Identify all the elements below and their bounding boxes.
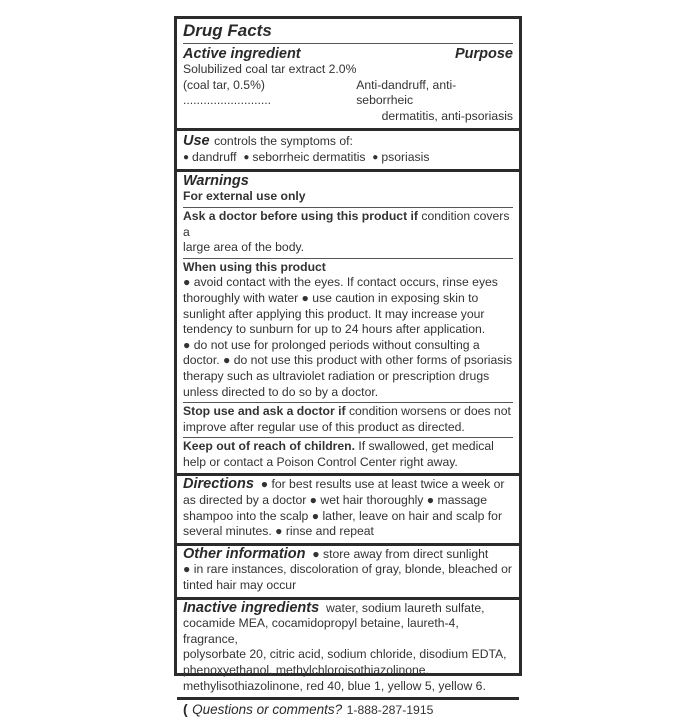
- stop-use-label: Stop use and ask a doctor if: [183, 404, 346, 419]
- warnings-heading: Warnings: [183, 173, 249, 190]
- inactive-ingredients-section: [177, 600, 519, 695]
- other-info-line: ● in rare instances, discoloration of gray, blonde, bleached or: [183, 562, 512, 577]
- keep-out-label: Keep out of reach of children.: [183, 439, 355, 454]
- inactive-ingredients-heading: Inactive ingredients: [183, 599, 320, 616]
- drug-facts-panel: [174, 16, 522, 718]
- use-item: seborrheic dermatitis: [252, 150, 366, 165]
- when-using-line: thoroughly with water ● use caution in exposing skin to: [183, 290, 479, 305]
- inactive-line: methylisothiazolinone, red 40, blue 1, yellow 5, yellow 6.: [183, 678, 486, 693]
- keep-out-block: [177, 438, 519, 470]
- stop-use-text: condition worsens or does not: [348, 404, 511, 419]
- when-using-block: [177, 259, 519, 400]
- drug-facts-title: Drug Facts: [183, 21, 272, 40]
- other-info-section: [177, 546, 519, 594]
- ask-doctor-block: [177, 208, 519, 256]
- use-item: psoriasis: [381, 150, 430, 165]
- other-info-line: ● store away from direct sunlight: [312, 546, 489, 561]
- phone-icon: (: [183, 701, 188, 718]
- directions-line: ● for best results use at least twice a week or: [260, 477, 505, 492]
- ingredient-line: Solubilized coal tar extract 2.0%: [183, 62, 357, 76]
- use-list: ● dandruff ● seborrheic dermatitis ● psoriasis: [183, 150, 430, 165]
- ask-doctor-text: condition covers a: [183, 208, 510, 239]
- when-using-heading: When using this product: [183, 259, 326, 274]
- keep-out-text: If swallowed, get medical: [358, 439, 494, 454]
- when-using-line: unless directed to do so by a doctor.: [183, 384, 379, 399]
- purpose-line-2: dermatitis, anti-psoriasis: [381, 108, 513, 123]
- ask-doctor-label: Ask a doctor before using this product if: [183, 208, 418, 223]
- other-info-heading: Other information: [183, 545, 306, 562]
- when-using-line: ● avoid contact with the eyes. If contact occurs, rinse eyes: [183, 275, 498, 290]
- when-using-line: doctor. ● do not use this product with other forms of psoriasis: [183, 353, 513, 368]
- use-intro: controls the symptoms of:: [214, 134, 353, 149]
- inactive-line: polysorbate 20, citric acid, sodium chloride, disodium EDTA,: [183, 647, 507, 662]
- when-using-line: sunlight after applying this product. It may increase your: [183, 306, 485, 321]
- questions-label: Questions or comments?: [192, 702, 343, 718]
- keep-out-text-2: help or contact a Poison Control Center right away.: [183, 454, 458, 469]
- questions-phone: 1-888-287-1915: [346, 703, 434, 718]
- active-ingredient-section: [177, 44, 519, 124]
- directions-line: as directed by a doctor ● wet hair thoroughly ● massage: [183, 493, 487, 508]
- when-using-line: tendency to sunburn for up to 24 hours after application.: [183, 322, 486, 337]
- inactive-line: phenoxyethanol, methylchloroisothiazolinone,: [183, 663, 429, 677]
- title-row: [177, 19, 519, 43]
- directions-line: shampoo into the scalp ● lather, leave on hair and scalp for: [183, 508, 503, 523]
- directions-line: several minutes. ● rinse and repeat: [183, 524, 374, 539]
- use-item: dandruff: [192, 150, 237, 165]
- stop-use-block: [177, 403, 519, 435]
- directions-section: [177, 476, 519, 539]
- use-heading: Use: [183, 133, 210, 150]
- ask-doctor-text-2: large area of the body.: [183, 240, 305, 255]
- purpose-line: Anti-dandruff, anti-seborrheic: [356, 77, 457, 108]
- active-ingredient-heading: Active ingredient: [183, 46, 301, 62]
- other-info-line: tinted hair may occur: [183, 578, 297, 593]
- when-using-line: therapy such as ultraviolet radiation or prescription drugs: [183, 368, 490, 383]
- warnings-section: [177, 172, 519, 205]
- stop-use-text-2: improve after regular use of this product as directed.: [183, 419, 465, 434]
- external-use-text: For external use only: [183, 189, 306, 204]
- directions-heading: Directions: [183, 476, 254, 493]
- when-using-line: ● do not use for prolonged periods without consulting a: [183, 337, 480, 352]
- ingredient-line-2: (coal tar, 0.5%) ..........................: [183, 77, 272, 108]
- inactive-line: cocamide MEA, cocamidopropyl betaine, laureth-4, fragrance,: [183, 616, 459, 646]
- purpose-heading: Purpose: [454, 46, 513, 62]
- questions-section: [177, 700, 519, 719]
- inactive-line: water, sodium laureth sulfate,: [325, 600, 485, 615]
- use-section: [177, 131, 519, 169]
